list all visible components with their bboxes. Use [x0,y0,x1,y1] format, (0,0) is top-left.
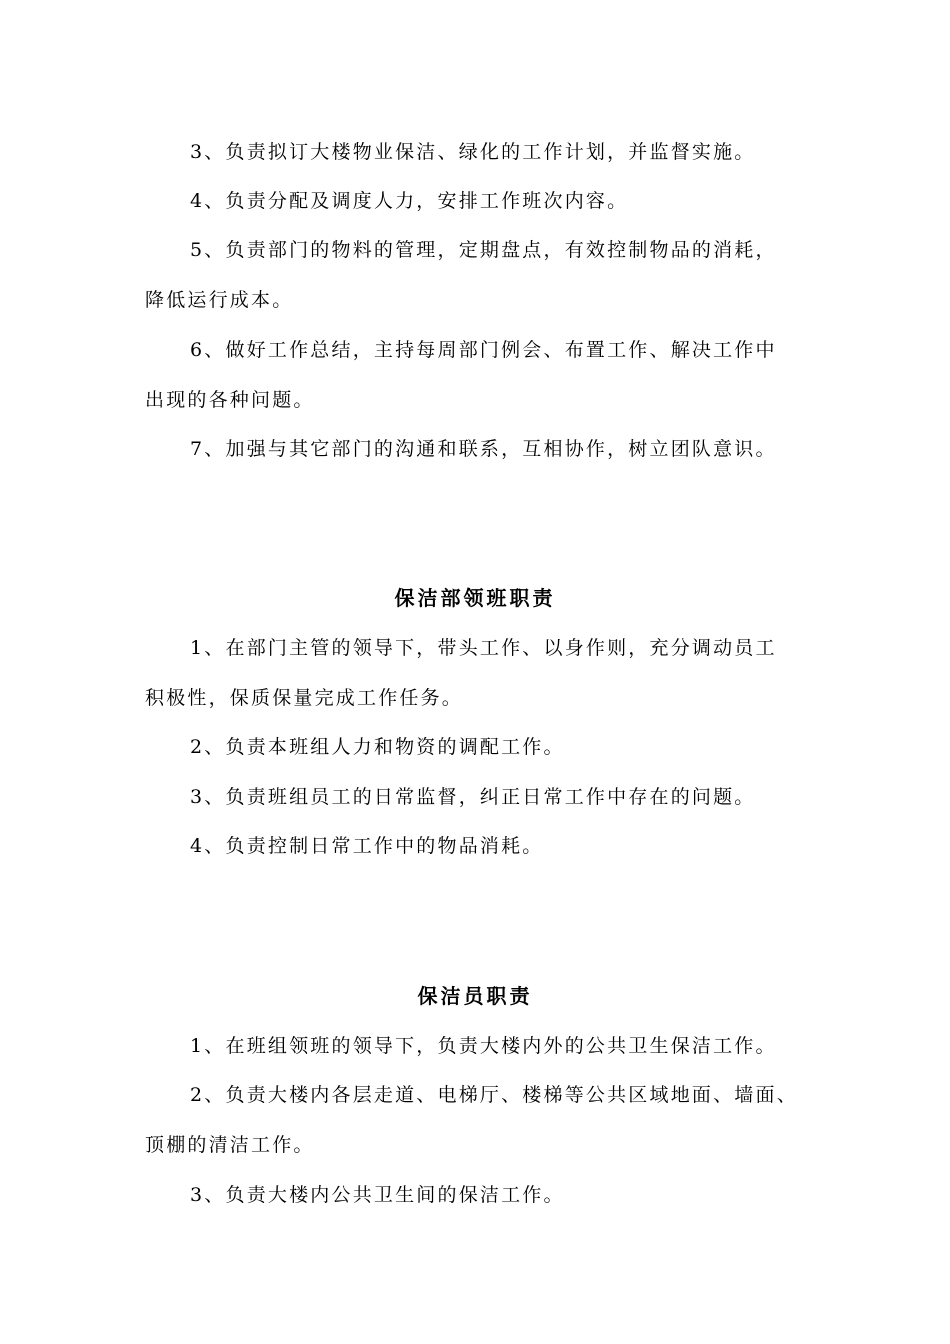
section-heading: 保洁部领班职责 [394,586,556,610]
paragraph-line: 积极性，保质保量完成工作任务。 [145,687,464,709]
section-heading: 保洁员职责 [417,984,533,1008]
paragraph-line: 6、做好工作总结，主持每周部门例会、布置工作、解决工作中 [190,339,777,361]
paragraph-line: 1、在部门主管的领导下，带头工作、以身作则，充分调动员工 [190,637,777,659]
paragraph-line: 4、负责控制日常工作中的物品消耗。 [190,835,544,857]
paragraph-line: 2、负责本班组人力和物资的调配工作。 [190,736,565,758]
paragraph-line: 3、负责班组员工的日常监督，纠正日常工作中存在的问题。 [190,786,756,808]
paragraph-line: 降低运行成本。 [145,289,294,311]
paragraph-line: 2、负责大楼内各层走道、电梯厅、楼梯等公共区域地面、墙面、 [190,1084,798,1106]
paragraph-line: 3、负责大楼内公共卫生间的保洁工作。 [190,1184,565,1206]
paragraph-line: 7、加强与其它部门的沟通和联系，互相协作，树立团队意识。 [190,438,777,460]
paragraph-line: 1、在班组领班的领导下，负责大楼内外的公共卫生保洁工作。 [190,1035,777,1057]
paragraph-line: 出现的各种问题。 [145,389,315,411]
paragraph-line: 3、负责拟订大楼物业保洁、绿化的工作计划，并监督实施。 [190,141,756,163]
paragraph-line: 4、负责分配及调度人力，安排工作班次内容。 [190,190,629,212]
paragraph-line: 顶棚的清洁工作。 [145,1134,315,1156]
paragraph-line: 5、负责部门的物料的管理，定期盘点，有效控制物品的消耗， [190,239,777,261]
